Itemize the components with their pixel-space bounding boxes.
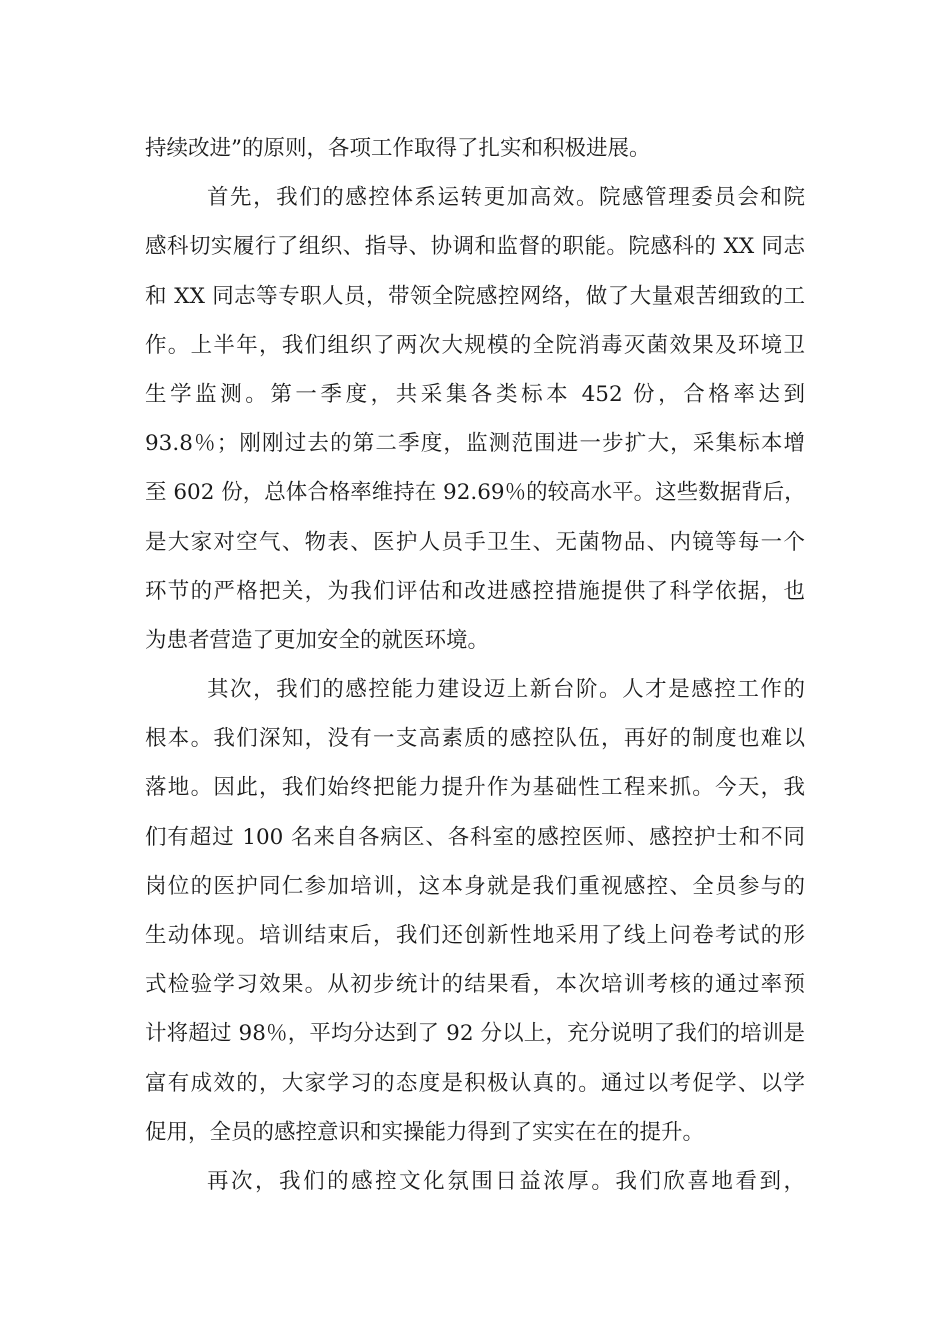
text-line: 持续改进”的原则，各项工作取得了扎实和积极进展。 — [145, 136, 651, 161]
text-line: 作。上半年，我们组织了两次大规模的全院消毒灭菌效果及环境卫 — [145, 332, 805, 358]
text-line: 和 XX 同志等专职人员，带领全院感控网络，做了大量艰苦细致的工 — [145, 283, 805, 309]
text-line: 环节的严格把关，为我们评估和改进感控措施提供了科学依据，也 — [145, 578, 805, 604]
paragraph-first-line: 其次，我们的感控能力建设迈上新台阶。人才是感控工作的 — [207, 677, 805, 703]
text-line: 为患者营造了更加安全的就医环境。 — [145, 627, 490, 653]
text-line: 生动体现。培训结束后，我们还创新性地采用了线上问卷考试的形 — [145, 923, 805, 948]
text-line: 促用，全员的感控意识和实操能力得到了实实在在的提升。 — [145, 1119, 705, 1145]
text-line: 富有成效的，大家学习的态度是积极认真的。通过以考促学、以学 — [145, 1070, 805, 1096]
text-line: 根本。我们深知，没有一支高素质的感控队伍，再好的制度也难以 — [145, 726, 805, 752]
text-line: 计将超过 98％，平均分达到了 92 分以上，充分说明了我们的培训是 — [145, 1021, 805, 1047]
text-line: 式检验学习效果。从初步统计的结果看，本次培训考核的通过率预 — [145, 972, 805, 998]
document-body — [145, 124, 805, 1206]
text-line: 生学监测。第一季度，共采集各类标本 452 份，合格率达到 — [145, 381, 805, 407]
paragraph-first-line: 再次，我们的感控文化氛围日益浓厚。我们欣喜地看到， — [207, 1168, 805, 1194]
text-line: 93.8％；刚刚过去的第二季度，监测范围进一步扩大，采集标本增 — [145, 431, 805, 457]
text-line: 落地。因此，我们始终把能力提升作为基础性工程来抓。今天，我 — [145, 775, 805, 801]
text-line: 至 602 份，总体合格率维持在 92.69％的较高水平。这些数据背后， — [145, 480, 806, 506]
text-line: 是大家对空气、物表、医护人员手卫生、无菌物品、内镜等每一个 — [145, 529, 805, 555]
text-line: 岗位的医护同仁参加培训，这本身就是我们重视感控、全员参与的 — [145, 873, 805, 899]
paragraph-first-line: 首先，我们的感控体系运转更加高效。院感管理委员会和院 — [207, 185, 805, 211]
text-line: 们有超过 100 名来自各病区、各科室的感控医师、感控护士和不同 — [145, 824, 805, 850]
text-line: 感科切实履行了组织、指导、协调和监督的职能。院感科的 XX 同志 — [145, 234, 805, 260]
